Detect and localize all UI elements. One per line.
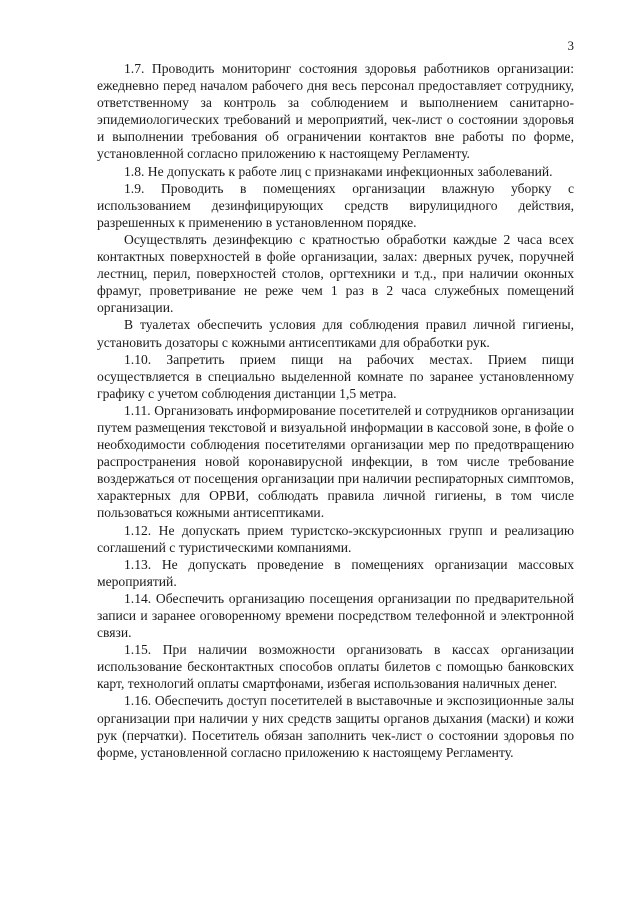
paragraph-1-11: 1.11. Организовать информирование посетителей и сотрудников организации путем размещения текстовой и визуальной информации в кассовой зоне, в фойе о необходимости соблюдения посетителями организации мер по предотвращению распространения новой коронавирусной инфекции, в том числе требование воздержаться от посещения организации при наличии респираторных симптомов, характерных для ОРВИ, соблюдать правила личной гигиены, в том числе пользоваться кожными антисептиками.: [97, 402, 574, 521]
paragraph-1-16: 1.16. Обеспечить доступ посетителей в выставочные и экспозиционные залы организации при наличии у них средств защиты органов дыхания (маски) и кожи рук (перчатки). Посетитель обязан заполнить чек-лист о состоянии здоровья по форме, установленной согласно приложению к настоящему Регламенту.: [97, 693, 574, 760]
paragraph-1-15: 1.15. При наличии возможности организовать в кассах организации использование бесконтактных способов оплаты билетов с помощью банковских карт, технологий оплаты смартфонами, избегая использования наличных денег.: [97, 642, 574, 692]
paragraph-1-13: 1.13. Не допускать проведение в помещениях организации массовых мероприятий.: [97, 556, 574, 589]
paragraph-1-7: 1.7. Проводить мониторинг состояния здоровья работников организации: ежедневно перед началом рабочего дня весь персонал предоставляет сотруднику, ответственному за контроль за соблюдением и выполнением санитарно-эпидемиологических требований и мероприятий, чек-лист о состоянии здоровья и выполнении требования об ограничении контактов вне работы по форме, установленной согласно приложению к настоящему Регламенту.: [97, 61, 574, 162]
paragraph-1-12: 1.12. Не допускать прием туристско-экскурсионных групп и реализацию соглашений с туристическими компаниями.: [97, 522, 574, 555]
paragraph-1-8: 1.8. Не допускать к работе лиц с признаками инфекционных заболеваний.: [124, 163, 553, 179]
document-body: [97, 60, 574, 761]
page-number: 3: [567, 38, 574, 53]
paragraph-1-14: 1.14. Обеспечить организацию посещения организации по предварительной записи и заранее оговоренному времени посредством телефонной и электронной связи.: [97, 590, 574, 641]
paragraph-1-9: 1.9. Проводить в помещениях организации влажную уборку с использованием дезинфицирующих средств вирулицидного действия, разрешенных к применению в установленном порядке.: [97, 180, 574, 230]
paragraph-toilets: В туалетах обеспечить условия для соблюдения правил личной гигиены, установить дозаторы с кожными антисептиками для обработки рук.: [97, 317, 574, 350]
paragraph-disinfection: Осуществлять дезинфекцию с кратностью обработки каждые 2 часа всех контактных поверхностей в фойе организации, залах: дверных ручек, поручней лестниц, перил, поверхностей столов, оргтехники и т.д., при наличии оконных фрамуг, проветривание не реже чем 1 раз в 2 часа служебных помещений организации.: [97, 231, 574, 316]
paragraph-1-10: 1.10. Запретить прием пищи на рабочих местах. Прием пищи осуществляется в специально выделенной комнате по заранее установленному графику с учетом соблюдения дистанции 1,5 метра.: [97, 351, 574, 401]
